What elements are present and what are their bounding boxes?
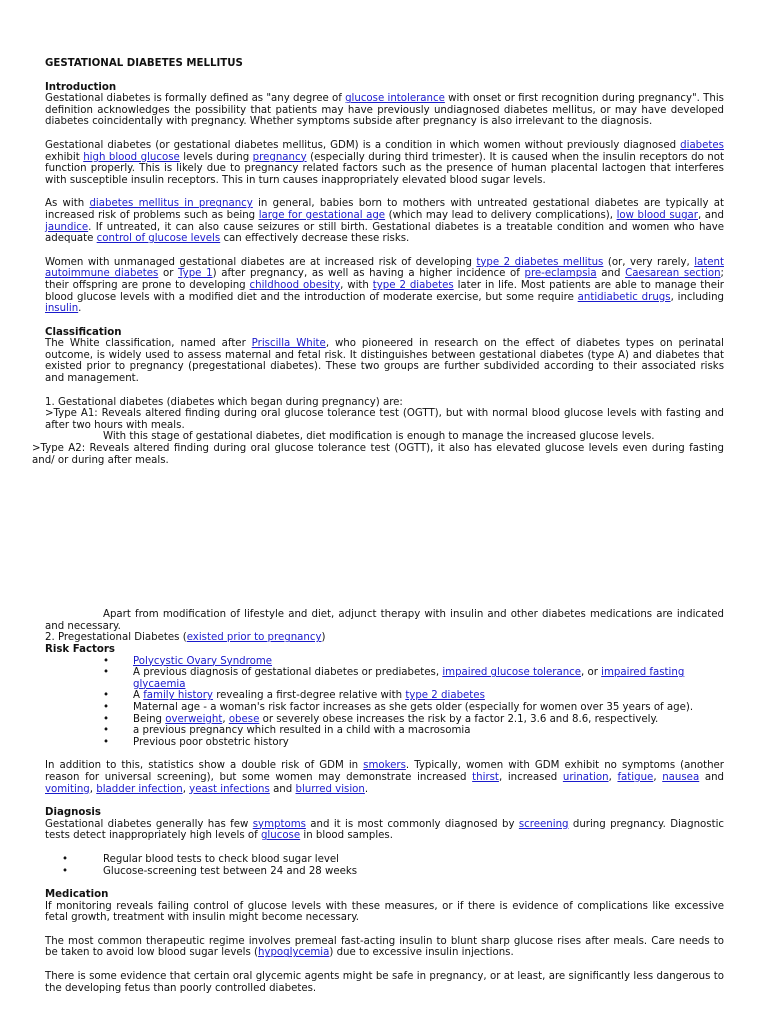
link-impaired-glucose-tolerance[interactable]: impaired glucose tolerance <box>442 667 582 679</box>
medication-heading: Medication <box>45 889 109 901</box>
type-a1-note: With this stage of gestational diabetes, diet modification is enough to manage the increased glucose levels. <box>103 431 655 443</box>
medication-paragraph-1: If monitoring reveals failing control of glucose levels with these measures, or if there is evidence of complications like excessive fetal growth, treatment with insulin might become necessary. <box>45 900 724 924</box>
link-glucose-intolerance[interactable]: glucose intolerance <box>345 93 445 105</box>
link-latent-autoimmune-diabetes[interactable]: latent autoimmune diabetes <box>45 256 724 280</box>
intro-paragraph-1: Gestational diabetes is formally defined as "any degree of glucose intolerance with onset or first recognition during pregnancy". This definition acknowledges the possibility that patients may have previously undiagnosed diabetes mellitus, or may have developed diabetes coincidentally with pregnancy. Whether symptoms subside after pregnancy is also irrelevant to the diagnosis. <box>45 93 724 128</box>
bullet-icon: • <box>103 655 110 667</box>
classification-item-2: 2. Pregestational Diabetes (existed prior to pregnancy) <box>45 632 326 644</box>
link-fatigue[interactable]: fatigue <box>617 771 654 783</box>
link-type-2-diabetes-mellitus[interactable]: type 2 diabetes mellitus <box>476 256 604 268</box>
bullet-icon: • <box>103 736 110 748</box>
link-bladder-infection[interactable]: bladder infection <box>96 783 183 795</box>
diagnosis-paragraph: Gestational diabetes generally has few symptoms and it is most commonly diagnosed by screening during pregnancy. Diagnostic tests detect inappropriately high levels of glucose in blood samples. <box>45 818 724 842</box>
link-smokers[interactable]: smokers <box>363 760 406 772</box>
medication-paragraph-3: There is some evidence that certain oral glycemic agents might be safe in pregnancy, or at least, are significantly less dangerous to the developing fetus than poorly controlled diabetes. <box>45 971 724 994</box>
link-yeast-infections[interactable]: yeast infections <box>189 783 270 795</box>
medication-paragraph-2: The most common therapeutic regime involves premeal fast-acting insulin to blunt sharp glucose rises after meals. Care needs to be taken to avoid low blood sugar levels (hypoglycemia) due to excessive insulin injections. <box>45 935 724 959</box>
list-item <box>45 656 724 668</box>
adjunct-therapy: Apart from modification of lifestyle and diet, adjunct therapy with insulin and other diabetes medications are indicated and necessary. <box>45 609 724 632</box>
diagnosis-heading: Diagnosis <box>45 807 101 819</box>
list-item: • Being overweight, obese or severely obese increases the risk by a factor 2.1, 3.6 and 8.6, respectively. <box>103 713 659 725</box>
intro-paragraph-3: As with diabetes mellitus in pregnancy in general, babies born to mothers with untreated gestational diabetes are typically at increased risk of problems such as being large for gestational age (which may lead to delivery complications), low blood sugar, and jaundice. If untreated, it can also cause seizures or still birth. Gestational diabetes is a treatable condition and women who have adequate control of glucose levels can effectively decrease these risks. <box>45 198 724 245</box>
link-childhood-obesity[interactable]: childhood obesity <box>249 279 341 291</box>
link-jaundice[interactable]: jaundice <box>45 221 89 233</box>
link-control-of-glucose-levels[interactable]: control of glucose levels <box>96 233 221 245</box>
link-nausea[interactable]: nausea <box>662 771 700 783</box>
link-glucose[interactable]: glucose <box>260 830 301 842</box>
blank-space <box>45 466 724 609</box>
risk-factors-heading: Risk Factors <box>45 644 115 655</box>
link-thirst[interactable]: thirst <box>472 771 499 783</box>
document-page <box>32 58 725 994</box>
intro-paragraph-2: Gestational diabetes (or gestational diabetes mellitus, GDM) is a condition in which women without previously diagnosed diabetes exhibit high blood glucose levels during pregnancy (especially during third trimester). It is caused when the insulin receptors do not function properly. This is likely due to pregnancy related factors such as the presence of human placental lactogen that interferes with susceptible insulin receptors. This in turn causes inappropriately elevated blood sugar levels. <box>45 139 724 186</box>
link-type-2-diabetes[interactable]: type 2 diabetes <box>405 690 485 702</box>
type-a2: >Type A2: Reveals altered finding during oral glucose tolerance test (OGTT), it also has elevated glucose levels even during fasting and/ or during after meals. <box>32 443 724 466</box>
link-urination[interactable]: urination <box>562 771 609 783</box>
document-title: GESTATIONAL DIABETES MELLITUS <box>45 58 243 69</box>
link-antidiabetic-drugs[interactable]: antidiabetic drugs <box>577 291 671 303</box>
link-type-2-diabetes[interactable]: type 2 diabetes <box>372 279 454 291</box>
bullet-icon: • <box>62 865 69 877</box>
link-insulin[interactable]: insulin <box>45 303 79 315</box>
link-pre-eclampsia[interactable]: pre-eclampsia <box>524 268 597 280</box>
intro-heading: Introduction <box>45 81 117 93</box>
link-diabetes-mellitus-in-pregnancy[interactable]: diabetes mellitus in pregnancy <box>89 198 253 210</box>
list-item: • Glucose-screening test between 24 and 28 weeks <box>62 865 358 877</box>
risk-paragraph: In addition to this, statistics show a double risk of GDM in smokers. Typically, women with GDM exhibit no symptoms (another reason for universal screening), but some women may demonstrate increased thirst, increased urination, fatigue, nausea and vomiting, bladder infection, yeast infections and blurred vision. <box>45 760 725 795</box>
classification-paragraph: The White classification, named after Priscilla White, who pioneered in research on the effect of diabetes types on perinatal outcome, is widely used to assess maternal and fetal risk. It distinguishes between gestational diabetes (type A) and diabetes that existed prior to pregnancy (pregestational diabetes). These two groups are further subdivided according to their associated risks and management. <box>45 338 724 385</box>
bullet-icon: • <box>103 701 110 713</box>
bullet-icon: • <box>103 713 110 725</box>
link-caesarean-section[interactable]: Caesarean section <box>625 268 721 280</box>
link-obese[interactable]: obese <box>228 713 260 725</box>
link-low-blood-sugar[interactable]: low blood sugar <box>616 209 698 221</box>
list-item: • A previous diagnosis of gestational diabetes or prediabetes, impaired glucose tolerance, or impaired fasting glycaemia <box>103 667 685 690</box>
link-existed-prior-to-pregnancy[interactable]: existed prior to pregnancy <box>186 632 322 644</box>
bullet-icon: • <box>103 690 110 702</box>
link-hypoglycemia[interactable]: hypoglycemia <box>257 947 330 959</box>
bullet-icon: • <box>62 853 69 865</box>
link-pregnancy[interactable]: pregnancy <box>252 151 307 163</box>
classification-heading: Classification <box>45 326 122 338</box>
link-symptoms[interactable]: symptoms <box>252 818 306 830</box>
bullet-icon: • <box>103 667 110 679</box>
link-large-for-gestational-age[interactable]: large for gestational age <box>258 209 386 221</box>
list-item: • a previous pregnancy which resulted in a child with a macrosomia <box>103 725 471 737</box>
type-a1: >Type A1: Reveals altered finding during oral glucose tolerance test (OGTT), but with normal blood glucose levels with fasting and after two hours with meals. <box>45 408 724 431</box>
bullet-icon: • <box>103 725 110 737</box>
link-blurred-vision[interactable]: blurred vision <box>295 783 365 795</box>
link-family-history[interactable]: family history <box>143 690 213 702</box>
list-item: • Previous poor obstetric history <box>103 736 289 748</box>
risk-factors-list <box>45 656 724 749</box>
link-vomiting[interactable]: vomiting <box>45 783 90 795</box>
intro-paragraph-4: Women with unmanaged gestational diabetes are at increased risk of developing type 2 diabetes mellitus (or, very rarely, latent autoimmune diabetes or Type 1) after pregnancy, as well as having a higher incidence of pre-eclampsia and Caesarean section; their offspring are prone to developing childhood obesity, with type 2 diabetes later in life. Most patients are able to manage their blood glucose levels with a modified diet and the introduction of moderate exercise, but some require antidiabetic drugs, including insulin. <box>45 256 725 315</box>
link-high-blood-glucose[interactable]: high blood glucose <box>83 151 180 163</box>
diagnosis-list <box>45 854 724 877</box>
link-overweight[interactable]: overweight <box>165 713 223 725</box>
list-item: • Regular blood tests to check blood sugar level <box>62 853 340 865</box>
link-screening[interactable]: screening <box>518 818 569 830</box>
link-impaired-fasting-glycaemia[interactable]: impaired fasting glycaemia <box>133 667 685 690</box>
list-item: • A family history revealing a first-degree relative with type 2 diabetes <box>103 690 485 702</box>
list-item: • Maternal age - a woman's risk factor increases as she gets older (especially for women over 35 years of age). <box>103 701 694 713</box>
link-type-1[interactable]: Type 1 <box>178 268 213 280</box>
link-polycystic-ovary-syndrome[interactable]: Polycystic Ovary Syndrome <box>133 655 273 667</box>
link-diabetes[interactable]: diabetes <box>680 139 724 151</box>
classification-item-1: 1. Gestational diabetes (diabetes which began during pregnancy) are: <box>45 396 403 408</box>
link-priscilla-white[interactable]: Priscilla White <box>251 338 326 350</box>
